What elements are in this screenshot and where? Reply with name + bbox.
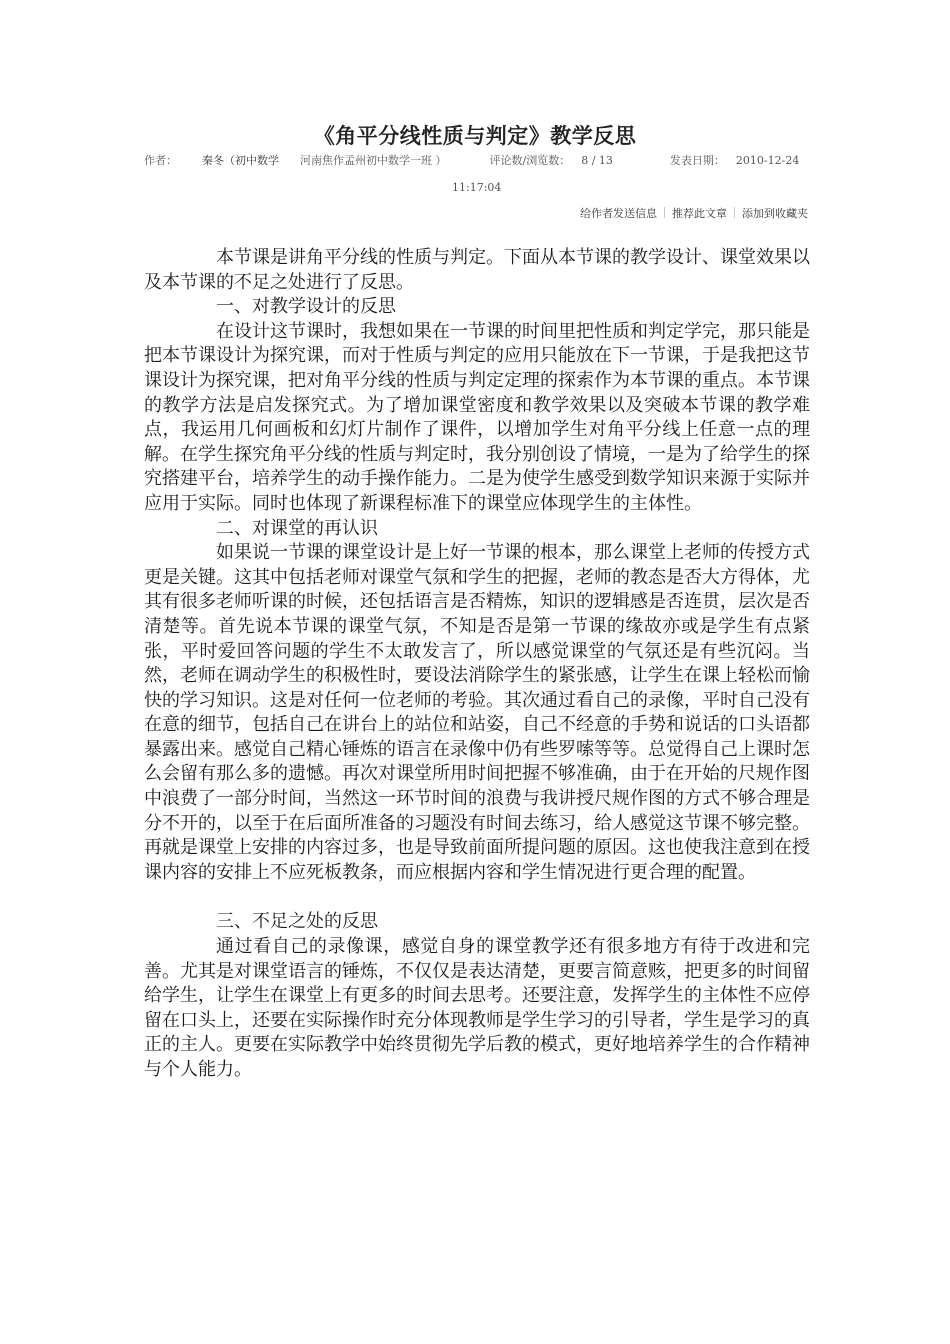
body-paragraph: 通过看自己的录像课，感觉自身的课堂教学还有很多地方有待于改进和完善。尤其是对课堂语言的锤炼，不仅仅是表达清楚，更要言简意赅，把更多的时间留给学生，让学生在课堂上有更多的时间去思考。还要注意，发挥学生的主体性不应停留在口头上，还要在实际操作时充分体现教师是学生学习的引导者，学生是学习的真正的主人。更要在实际教学中始终贯彻先学后教的模式，更好地培养学生的合作精神与个人能力。 <box>144 936 810 1080</box>
divider <box>664 207 665 218</box>
stats-value: 8 / 13 <box>581 154 613 167</box>
section-heading: 一、对教学设计的反思 <box>216 296 396 318</box>
date-value: 2010-12-24 <box>735 154 800 167</box>
section-heading: 三、不足之处的反思 <box>216 911 378 933</box>
article-title: 《角平分线性质与判定》教学反思 <box>313 124 637 148</box>
stats-label: 评论数/浏览数： <box>489 154 571 167</box>
section-heading: 二、对课堂的再认识 <box>216 517 378 539</box>
publish-time: 11:17:04 <box>452 181 502 194</box>
author-school: 河南焦作孟州初中数学一班 ） <box>300 154 447 167</box>
article-actions <box>580 205 808 221</box>
author-label: 作者： <box>144 154 177 167</box>
article-body <box>144 246 810 1083</box>
recommend-link[interactable]: 推荐此文章 <box>672 207 727 220</box>
body-paragraph: 如果说一节课的课堂设计是上好一节课的根本，那么课堂上老师的传授方式更是关键。这其中包括老师对课堂气氛和学生的把握，老师的教态是否大方得体，尤其有很多老师听课的时候，还包括语言是否精炼，知识的逻辑感是否连贯，层次是否清楚等。首先说本节课的课堂气氛，不知是否是第一节课的缘故亦或是学生有点紧张，平时爱回答问题的学生不太敢发言了，所以感觉课堂的气氛还是有些沉闷。当然，老师在调动学生的积极性时，要设法消除学生的紧张感，让学生在课上轻松而愉快的学习知识。这是对任何一位老师的考验。其次通过看自己的录像，平时自己没有在意的细节，包括自己在讲台上的站位和站姿，自己不经意的手势和说话的口头语都暴露出来。感觉自己精心锤炼的语言在录像中仍有些罗嗦等等。总觉得自己上课时怎么会留有那么多的遗憾。再次对课堂所用时间把握不够准确，由于在开始的尺规作图中浪费了一部分时间，当然这一环节时间的浪费与我讲授尺规作图的方式不够合理是分不开的，以至于在后面所准备的习题没有时间去练习，给人感觉这节课不够完整。再就是课堂上安排的内容过多，也是导致前面所提问题的原因。这也使我注意到在授课内容的安排上不应死板教条，而应根据内容和学生情况进行更合理的配置。 <box>144 542 810 883</box>
divider <box>734 207 735 218</box>
date-label: 发表日期： <box>669 154 725 167</box>
author-name[interactable]: 秦冬（初中数学 <box>202 154 279 167</box>
article-meta <box>144 154 814 167</box>
send-message-link[interactable]: 给作者发送信息 <box>580 207 657 220</box>
body-paragraph: 在设计这节课时，我想如果在一节课的时间里把性质和判定学完，那只能是把本节课设计为探究课，而对于性质与判定的应用只能放在下一节课，于是我把这节课设计为探究课，把对角平分线的性质与判定定理的探索作为本节课的重点。本节课的教学方法是启发探究式。为了增加课堂密度和教学效果以及突破本节课的教学难点，我运用几何画板和幻灯片制作了课件，以增加学生对角平分线上任意一点的理解。在学生探究角平分线的性质与判定时，我分别创设了情境，一是为了给学生的探究搭建平台，培养学生的动手操作能力。二是为使学生感受到数学知识来源于实际并应用于实际。同时也体现了新课程标准下的课堂应体现学生的主体性。 <box>144 320 810 514</box>
add-favorite-link[interactable]: 添加到收藏夹 <box>742 207 808 220</box>
body-paragraph: 本节课是讲角平分线的性质与判定。下面从本节课的教学设计、课堂效果以及本节课的不足之处进行了反思。 <box>144 247 810 293</box>
